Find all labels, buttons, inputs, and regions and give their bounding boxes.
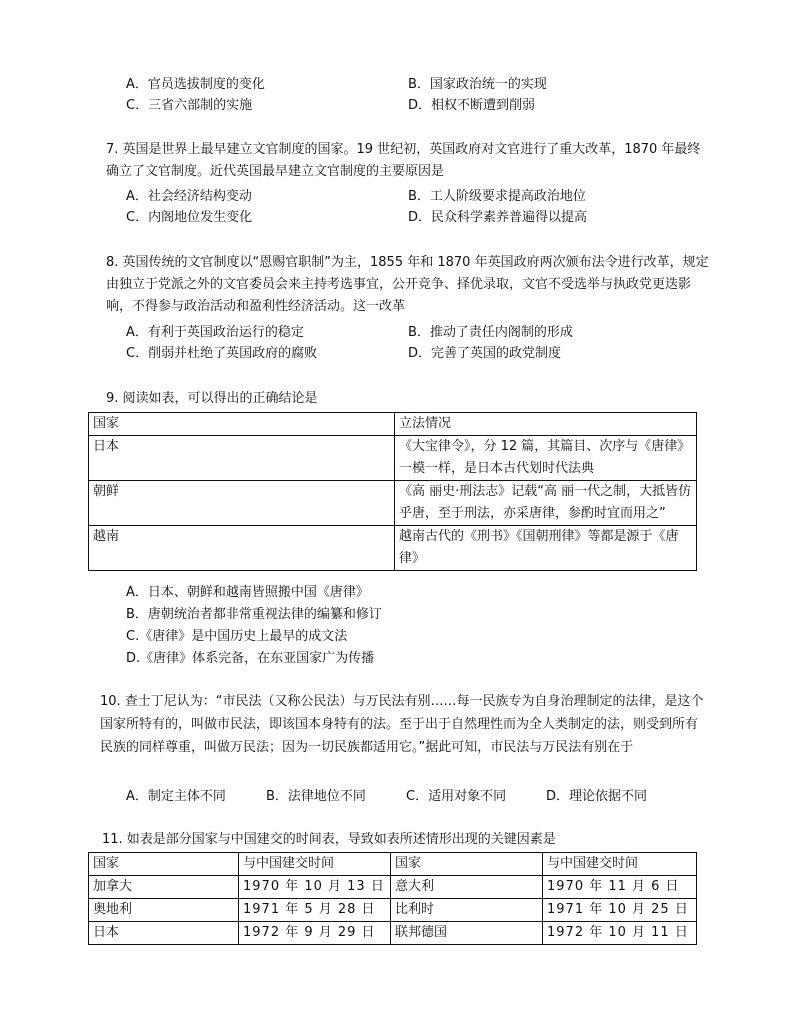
- q11-diplomacy-table: [88, 852, 697, 945]
- legislation-cell: 《高 丽史·刑法志》记载“高 丽一代之制，大抵皆仿乎唐，至于刑法，亦采唐律，参酌时宜而用之”: [395, 481, 697, 526]
- q6-option-a: A．官员选拔制度的变化: [126, 77, 265, 92]
- table-row: [89, 899, 697, 922]
- table-header-row: [89, 853, 697, 876]
- country-cell: 意大利: [391, 876, 543, 899]
- q7-option-c: C．内阁地位发生变化: [126, 210, 253, 225]
- date-cell: 1972 年 10 月 11 日: [543, 922, 697, 945]
- q6-option-b: B．国家政治统一的实现: [408, 77, 547, 92]
- country-cell: 加拿大: [89, 876, 239, 899]
- q8-option-c: C．削弱并杜绝了英国政府的腐败: [126, 346, 318, 361]
- table-header-row: [89, 413, 697, 436]
- date-cell: 1972 年 9 月 29 日: [239, 922, 391, 945]
- date-cell: 1970 年 11 月 6 日: [543, 876, 697, 899]
- legislation-cell: 《大宝律令》，分 12 篇，其篇目、次序与《唐律》一模一样，是日本古代划时代法典: [395, 436, 697, 481]
- q9-stem: 9. 阅读如表，可以得出的正确结论是: [106, 391, 318, 406]
- q8-option-d: D．完善了英国的政党制度: [408, 346, 562, 361]
- header-country: 国家: [89, 413, 395, 436]
- q8-option-a: A．有利于英国政治运行的稳定: [126, 325, 304, 340]
- q11-stem: 11. 如表是部分国家与中国建交的时间表，导致如表所述情形出现的关键因素是: [102, 832, 556, 847]
- country-cell: 比利时: [391, 899, 543, 922]
- country-cell: 朝鲜: [89, 481, 395, 526]
- q9-option-a: A．日本、朝鲜和越南皆照搬中国《唐律》: [126, 585, 369, 600]
- header-date: 与中国建交时间: [543, 853, 697, 876]
- q7-option-d: D．民众科学素养普遍得以提高: [408, 210, 588, 225]
- q10-option-b: B．法律地位不同: [266, 789, 366, 804]
- legislation-cell: 越南古代的《刑书》《国朝刑律》等都是源于《唐律》: [395, 526, 697, 571]
- table-row: [89, 526, 697, 571]
- header-date: 与中国建交时间: [239, 853, 391, 876]
- date-cell: 1971 年 10 月 25 日: [543, 899, 697, 922]
- q7-option-a: A．社会经济结构变动: [126, 189, 252, 204]
- q8-stem: 8. 英国传统的文官制度以“恩赐官职制”为主，1855 年和 1870 年英国政府两次颁布法令进行改革，规定由独立于党派之外的文官委员会来主持考选事宜，公开竞争、择优录取，文官不受选举与执政党更迭影响，不得参与政治活动和盈利性经济活动。这一改革: [106, 255, 709, 314]
- q9-legislation-table: [88, 412, 697, 571]
- q10-stem: 10. 查士丁尼认为：“市民法（又称公民法）与万民法有别……每一民族专为自身治理制定的法律，是这个国家所特有的，叫做市民法，即该国本身特有的法。至于出于自然理性而为全人类制定的法，则受到所有民族的同样尊重，叫做万民法；因为一切民族都适用它。”据此可知，市民法与万民法有别在于: [100, 694, 704, 755]
- country-cell: 日本: [89, 922, 239, 945]
- table-row: [89, 436, 697, 481]
- q8-option-b: B．推动了责任内阁制的形成: [408, 325, 573, 340]
- q10-option-c: C．适用对象不同: [406, 789, 507, 804]
- q7-option-b: B．工人阶级要求提高政治地位: [408, 189, 586, 204]
- q6-option-c: C．三省六部制的实施: [126, 98, 253, 113]
- date-cell: 1971 年 5 月 28 日: [239, 899, 391, 922]
- table-row: [89, 876, 697, 899]
- q9-option-b: B．唐朝统治者都非常重视法律的编纂和修订: [126, 607, 382, 622]
- q10-option-d: D．理论依据不同: [546, 789, 648, 804]
- q9-option-c: C.《唐律》是中国历史上最早的成文法: [126, 629, 348, 644]
- table-row: [89, 922, 697, 945]
- q6-option-d: D．相权不断遭到削弱: [408, 98, 536, 113]
- q10-option-a: A．制定主体不同: [126, 789, 226, 804]
- q7-stem: 7. 英国是世界上最早建立文官制度的国家。19 世纪初，英国政府对文官进行了重大改革，1870 年最终确立了文官制度。近代英国最早建立文官制度的主要原因是: [106, 142, 701, 179]
- country-cell: 奥地利: [89, 899, 239, 922]
- country-cell: 日本: [89, 436, 395, 481]
- table-row: [89, 481, 697, 526]
- header-country: 国家: [89, 853, 239, 876]
- q9-option-d: D.《唐律》体系完备，在东亚国家广为传播: [126, 651, 375, 666]
- date-cell: 1970 年 10 月 13 日: [239, 876, 391, 899]
- header-legislation: 立法情况: [395, 413, 697, 436]
- header-country: 国家: [391, 853, 543, 876]
- country-cell: 越南: [89, 526, 395, 571]
- country-cell: 联邦德国: [391, 922, 543, 945]
